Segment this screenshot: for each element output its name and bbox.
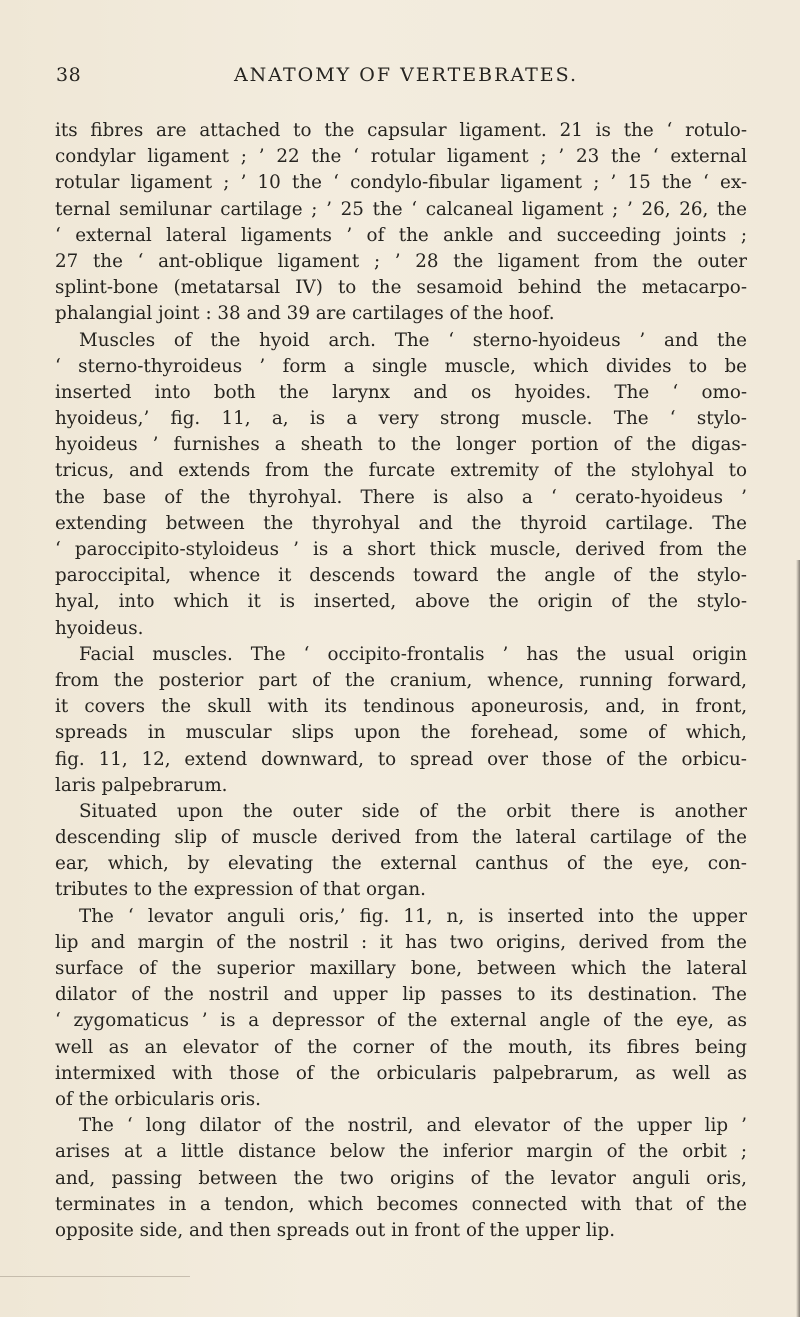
page-number: 38 [56, 64, 82, 86]
text-line: ear, which, by elevating the external canthus of the eye, con- [55, 853, 747, 875]
paragraph-hyoid-muscles: Muscles of the hyoid arch. The ‘ sterno-hyoideus ’ and the [79, 329, 747, 351]
paragraph-facial-muscles: Facial muscles. The ‘ occipito-frontalis ’ has the usual origin [79, 643, 747, 665]
page-edge-shadow [796, 560, 800, 1317]
text-line: well as an elevator of the corner of the mouth, its fibres being [55, 1036, 747, 1058]
text-line: ‘ zygomaticus ’ is a depressor of the external angle of the eye, as [55, 1010, 747, 1032]
text-line: 27 the ‘ ant-oblique ligament ; ’ 28 the ligament from the outer [55, 250, 747, 272]
text-line: ‘ external lateral ligaments ’ of the ankle and succeeding joints ; [55, 224, 747, 246]
text-line: the base of the thyrohyal. There is also a ‘ cerato-hyoideus ’ [55, 486, 747, 508]
text-line: laris palpebrarum. [55, 774, 228, 796]
text-line: hyoideus ’ furnishes a sheath to the longer portion of the digas- [55, 434, 747, 456]
text-line: hyoideus. [55, 617, 144, 639]
text-line: hyoideus,’ fig. 11, a, is a very strong muscle. The ‘ stylo- [55, 408, 747, 430]
text-line: its fibres are attached to the capsular ligament. 21 is the ‘ rotulo- [55, 120, 747, 141]
text-line: phalangial joint : 38 and 39 are cartilages of the hoof. [55, 303, 555, 325]
text-line: ‘ paroccipito-styloideus ’ is a short thick muscle, derived from the [55, 539, 747, 560]
text-line: fig. 11, 12, extend downward, to spread over those of the orbicu- [55, 748, 747, 770]
text-line: arises at a little distance below the inferior margin of the orbit ; [55, 1141, 747, 1163]
text-line: extending between the thyrohyal and the thyroid cartilage. The [55, 512, 747, 534]
text-line: tricus, and extends from the furcate extremity of the stylohyal to [55, 460, 747, 482]
text-line: ternal semilunar cartilage ; ’ 25 the ‘ calcaneal ligament ; ’ 26, 26, the [55, 198, 747, 220]
text-line: of the orbicularis oris. [55, 1088, 261, 1110]
text-line: tributes to the expression of that organ. [55, 879, 426, 901]
paragraph-levator-anguli-oris: The ‘ levator anguli oris,’ fig. 11, n, is inserted into the upper [79, 905, 747, 927]
text-line: splint-bone (metatarsal IV) to the sesamoid behind the metacarpo- [55, 277, 747, 299]
scan-artifact-line [0, 1276, 190, 1277]
text-line: ‘ sterno-thyroideus ’ form a single muscle, which divides to be [55, 355, 747, 377]
text-line: condylar ligament ; ’ 22 the ‘ rotular ligament ; ’ 23 the ‘ external [55, 146, 747, 168]
text-line: descending slip of muscle derived from the lateral cartilage of the [55, 827, 747, 849]
text-line: paroccipital, whence it descends toward the angle of the stylo- [55, 565, 747, 587]
text-line: from the posterior part of the cranium, whence, running forward, [55, 669, 747, 691]
text-line: inserted into both the larynx and os hyoides. The ‘ omo- [55, 381, 747, 403]
text-line: intermixed with those of the orbicularis palpebrarum, as well as [55, 1062, 747, 1084]
text-line: hyal, into which it is inserted, above the origin of the stylo- [55, 591, 747, 613]
running-header [56, 64, 756, 94]
text-line: opposite side, and then spreads out in front of the upper lip. [55, 1219, 616, 1241]
text-line: spreads in muscular slips upon the forehead, some of which, [55, 722, 747, 744]
paragraph-orbit-slip: Situated upon the outer side of the orbit there is another [79, 800, 747, 822]
body-text [55, 118, 747, 1244]
text-line: it covers the skull with its tendinous aponeurosis, and, in front, [55, 696, 747, 718]
text-line: surface of the superior maxillary bone, between which the lateral [55, 958, 747, 979]
text-line: lip and margin of the nostril : it has two origins, derived from the [55, 931, 747, 953]
text-line: dilator of the nostril and upper lip passes to its destination. The [55, 984, 747, 1006]
text-line: rotular ligament ; ’ 10 the ‘ condylo-fibular ligament ; ’ 15 the ‘ ex- [55, 172, 747, 194]
text-line: and, passing between the two origins of the levator anguli oris, [55, 1167, 747, 1189]
running-title: ANATOMY OF VERTEBRATES. [233, 64, 579, 86]
text-line: terminates in a tendon, which becomes connected with that of the [55, 1193, 747, 1215]
paragraph-long-dilator: The ‘ long dilator of the nostril, and elevator of the upper lip ’ [79, 1115, 747, 1137]
